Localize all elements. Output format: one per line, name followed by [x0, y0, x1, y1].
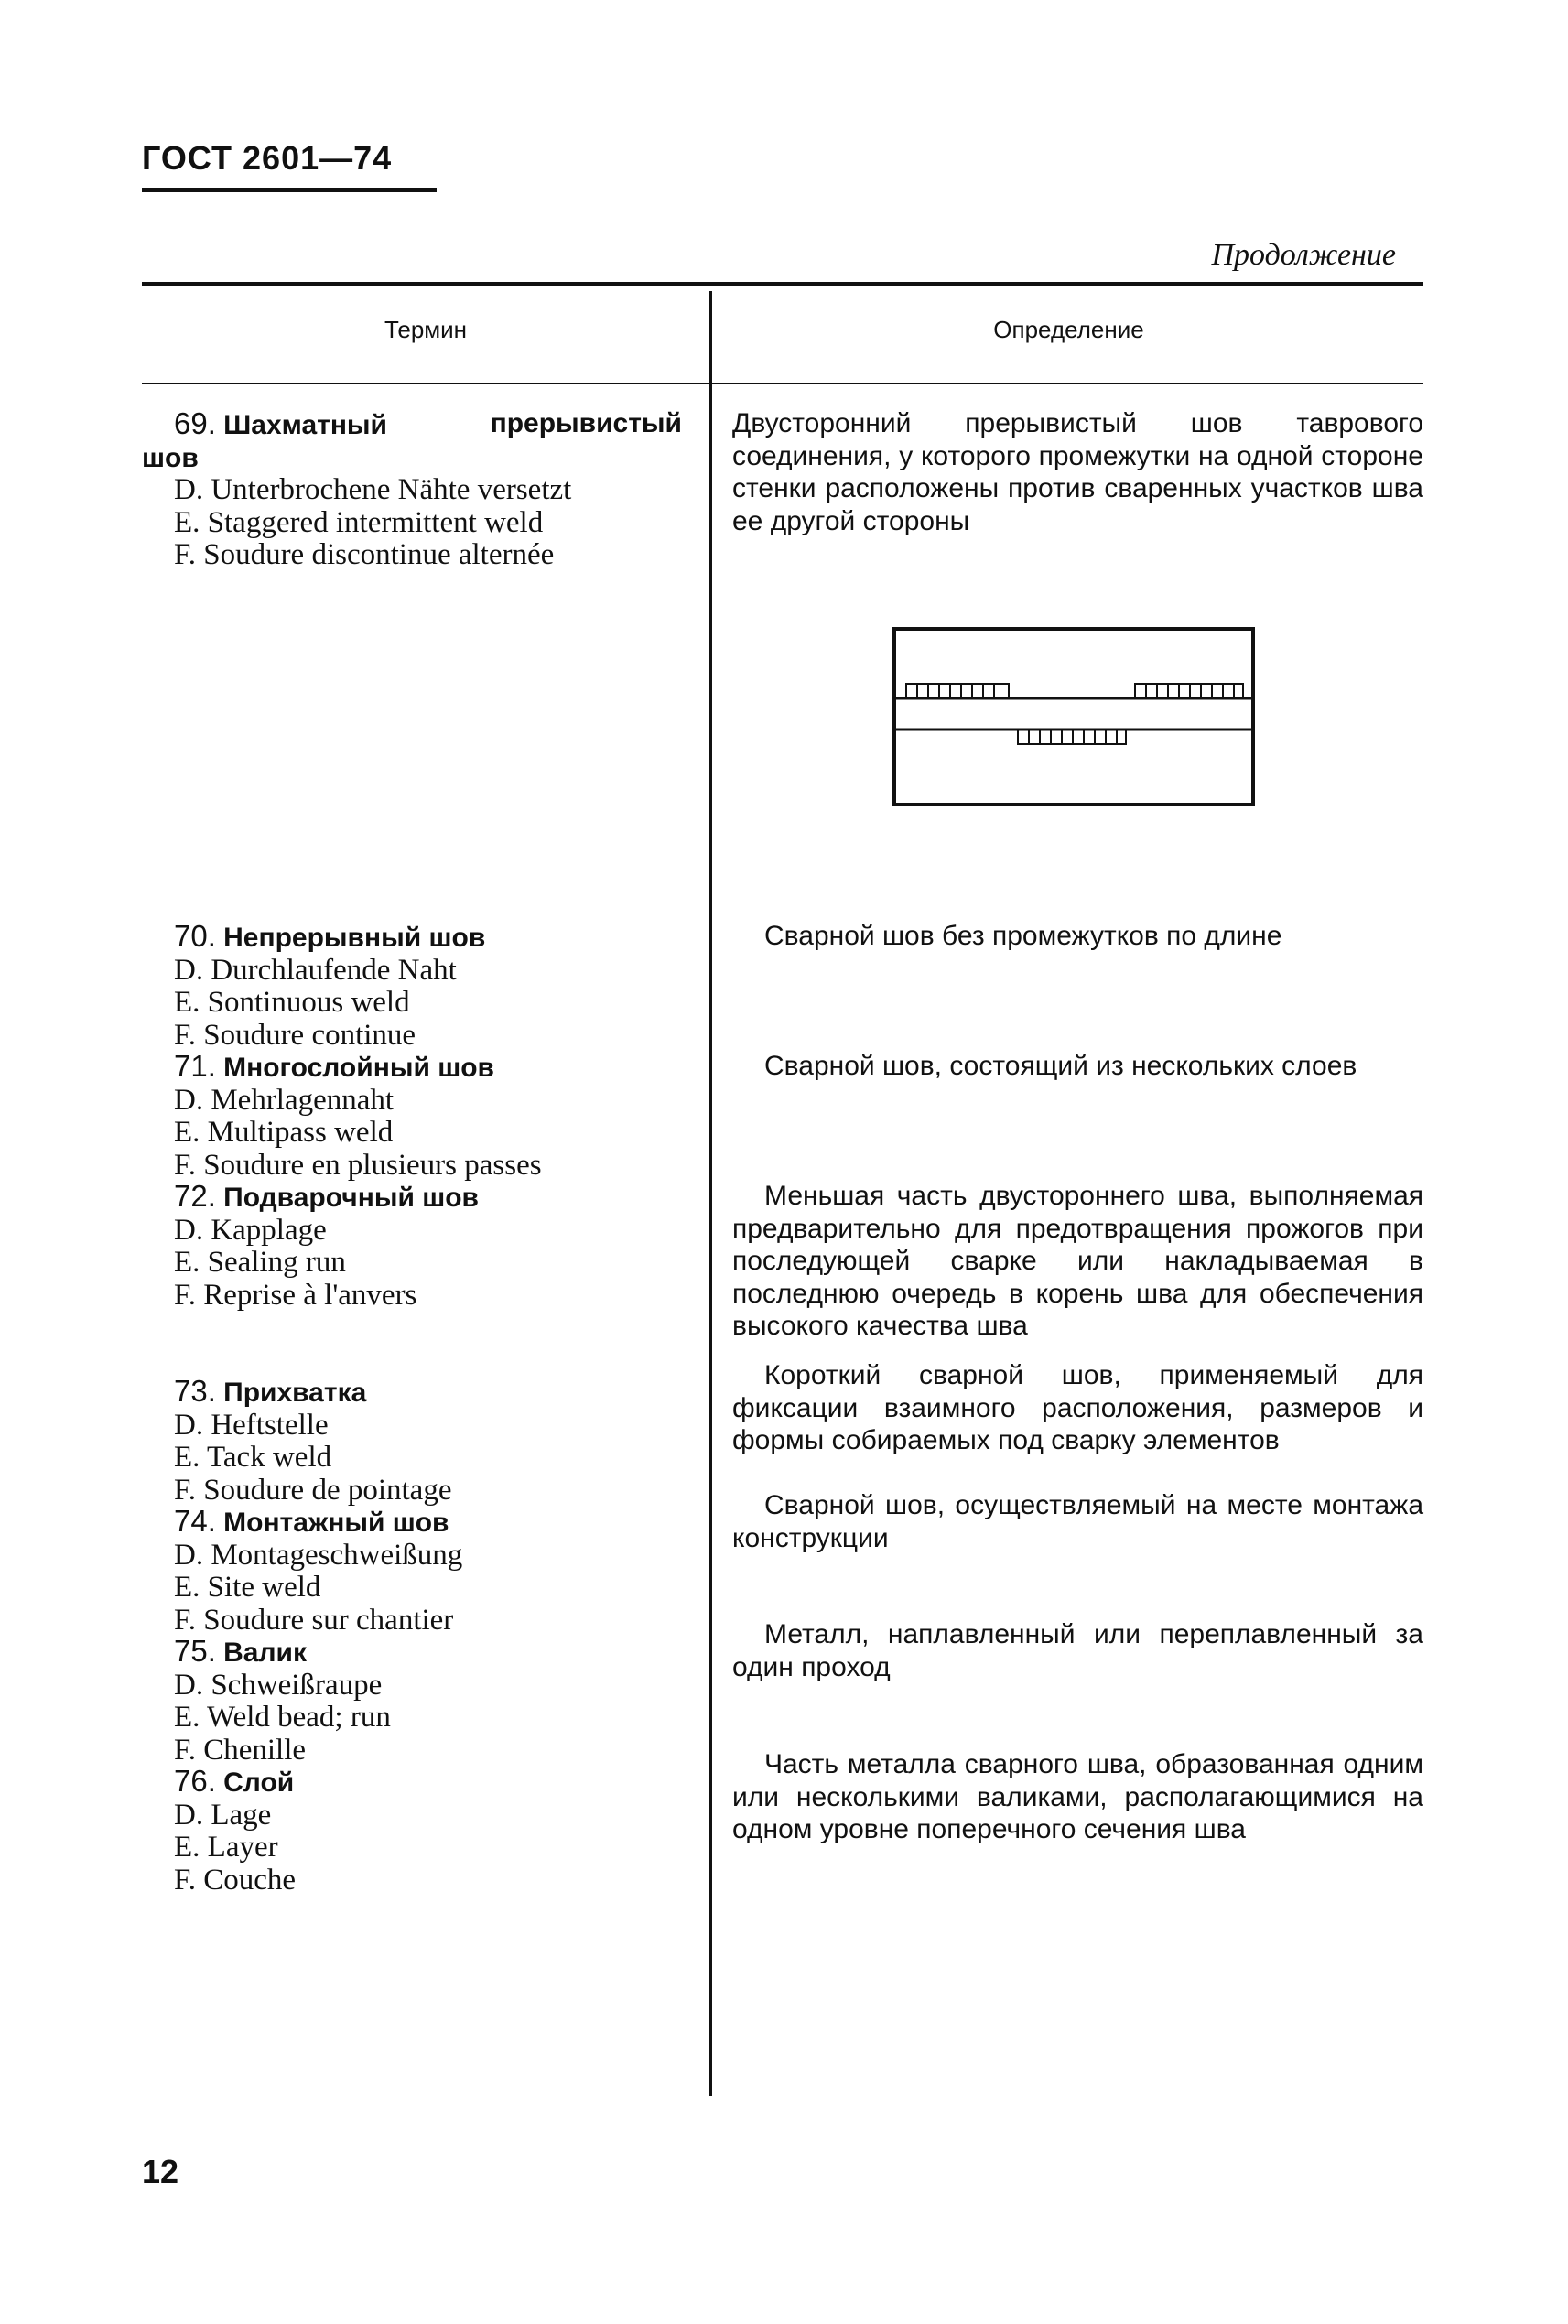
term-fr: F. Chenille: [174, 1733, 307, 1767]
term-fr: F. Couche: [174, 1863, 297, 1897]
term-ru-part3: шов: [142, 442, 199, 473]
diagram-outer-plate: [894, 629, 1253, 805]
term-de: D. Mehrlagennaht: [174, 1083, 395, 1117]
term-entry-71: [174, 1050, 542, 1182]
term-number: 70.: [174, 919, 216, 953]
term-fr: F. Soudure discontinue alternée: [174, 538, 555, 571]
definition-72: Меньшая часть двустороннего шва, выполняемая предварительно для предотвращения прожогов при последующей сварке или накладываемая в последнюю очередь в корень шва для обеспечения высокого качества шва: [732, 1181, 1423, 1341]
weld-segment-top-right: [1135, 684, 1243, 698]
definition-70: Сварной шов без промежутков по длине: [764, 921, 1282, 951]
term-de: D. Montageschweißung: [174, 1538, 463, 1572]
term-number: 71.: [174, 1049, 216, 1083]
term-de: D. Durchlaufende Naht: [174, 953, 457, 987]
definition-73: Короткий сварной шов, применяемый для фиксации взаимного расположения, размеров и формы собираемых под сварку элементов: [732, 1360, 1423, 1455]
term-ru: Непрерывный шов: [223, 923, 486, 953]
term-de: D. Unterbrochene Nähte versetzt: [174, 473, 572, 506]
term-number: 69.: [174, 406, 216, 440]
definition-column-header: Определение: [993, 316, 1144, 343]
term-entry-74: [174, 1505, 462, 1637]
term-ru: Валик: [223, 1638, 307, 1668]
term-en: E. Sealing run: [174, 1246, 346, 1279]
term-en: E. Weld bead; run: [174, 1701, 391, 1734]
standard-title: ГОСТ 2601—74: [142, 139, 393, 177]
term-number: 74.: [174, 1504, 216, 1538]
term-number: 72.: [174, 1179, 216, 1213]
term-number: 75.: [174, 1634, 216, 1668]
term-en: E. Tack weld: [174, 1441, 332, 1474]
term-ru: Слой: [223, 1767, 295, 1798]
term-entry-75: [174, 1635, 391, 1767]
term-entry-72: [174, 1180, 479, 1312]
term-entry-69: [142, 407, 682, 572]
definition-69: Двусторонний прерывистый шов таврового соединения, у которого промежутки на одной стороне стенки расположены против сваренных участков шва ее другой стороны: [732, 408, 1423, 536]
term-entry-70: [174, 920, 485, 1052]
term-fr: F. Soudure en plusieurs passes: [174, 1148, 542, 1182]
continuation-label: Продолжение: [1211, 238, 1396, 272]
term-fr: F. Soudure sur chantier: [174, 1603, 454, 1637]
term-fr: F. Reprise à l'anvers: [174, 1278, 417, 1312]
definition-75: Металл, наплавленный или переплавленный за один проход: [732, 1619, 1423, 1682]
term-en: E. Staggered intermittent weld: [174, 505, 544, 539]
term-de: D. Schweißraupe: [174, 1668, 383, 1702]
staggered-weld-diagram: [892, 627, 1259, 810]
term-ru: Прихватка: [223, 1378, 367, 1408]
term-de: D. Heftstelle: [174, 1408, 329, 1442]
term-en: E. Site weld: [174, 1571, 321, 1604]
weld-segment-top-left: [906, 684, 1009, 698]
term-number: 76.: [174, 1764, 216, 1798]
term-entry-73: [174, 1375, 451, 1507]
term-de: D. Lage: [174, 1798, 272, 1832]
table-top-rule: [142, 282, 1423, 286]
definition-71: Сварной шов, состоящий из нескольких слоев: [764, 1051, 1357, 1081]
term-ru-part2: прерывистый: [490, 408, 682, 438]
term-en: E. Multipass weld: [174, 1116, 394, 1149]
definition-74: Сварной шов, осуществляемый на месте монтажа конструкции: [732, 1490, 1423, 1553]
definition-76: Часть металла сварного шва, образованная одним или несколькими валиками, располагающимися на одном уровне поперечного сечения шва: [732, 1749, 1423, 1844]
title-underline: [142, 188, 437, 192]
term-ru: Многослойный шов: [223, 1053, 494, 1083]
term-ru-part1: Шахматный: [223, 410, 387, 440]
page-number: 12: [142, 2153, 179, 2190]
term-de: D. Kapplage: [174, 1213, 327, 1247]
term-entry-76: [174, 1765, 296, 1897]
term-column-header: Термин: [384, 316, 468, 343]
header-separator: [142, 383, 1423, 384]
term-fr: F. Soudure de pointage: [174, 1473, 452, 1507]
term-fr: F. Soudure continue: [174, 1018, 416, 1052]
column-divider: [709, 291, 712, 2096]
term-ru: Монтажный шов: [223, 1508, 449, 1538]
term-en: E. Layer: [174, 1831, 278, 1864]
weld-segment-bottom-middle: [1018, 730, 1126, 744]
term-en: E. Sontinuous weld: [174, 986, 410, 1019]
term-ru: Подварочный шов: [223, 1183, 480, 1213]
term-number: 73.: [174, 1374, 216, 1408]
